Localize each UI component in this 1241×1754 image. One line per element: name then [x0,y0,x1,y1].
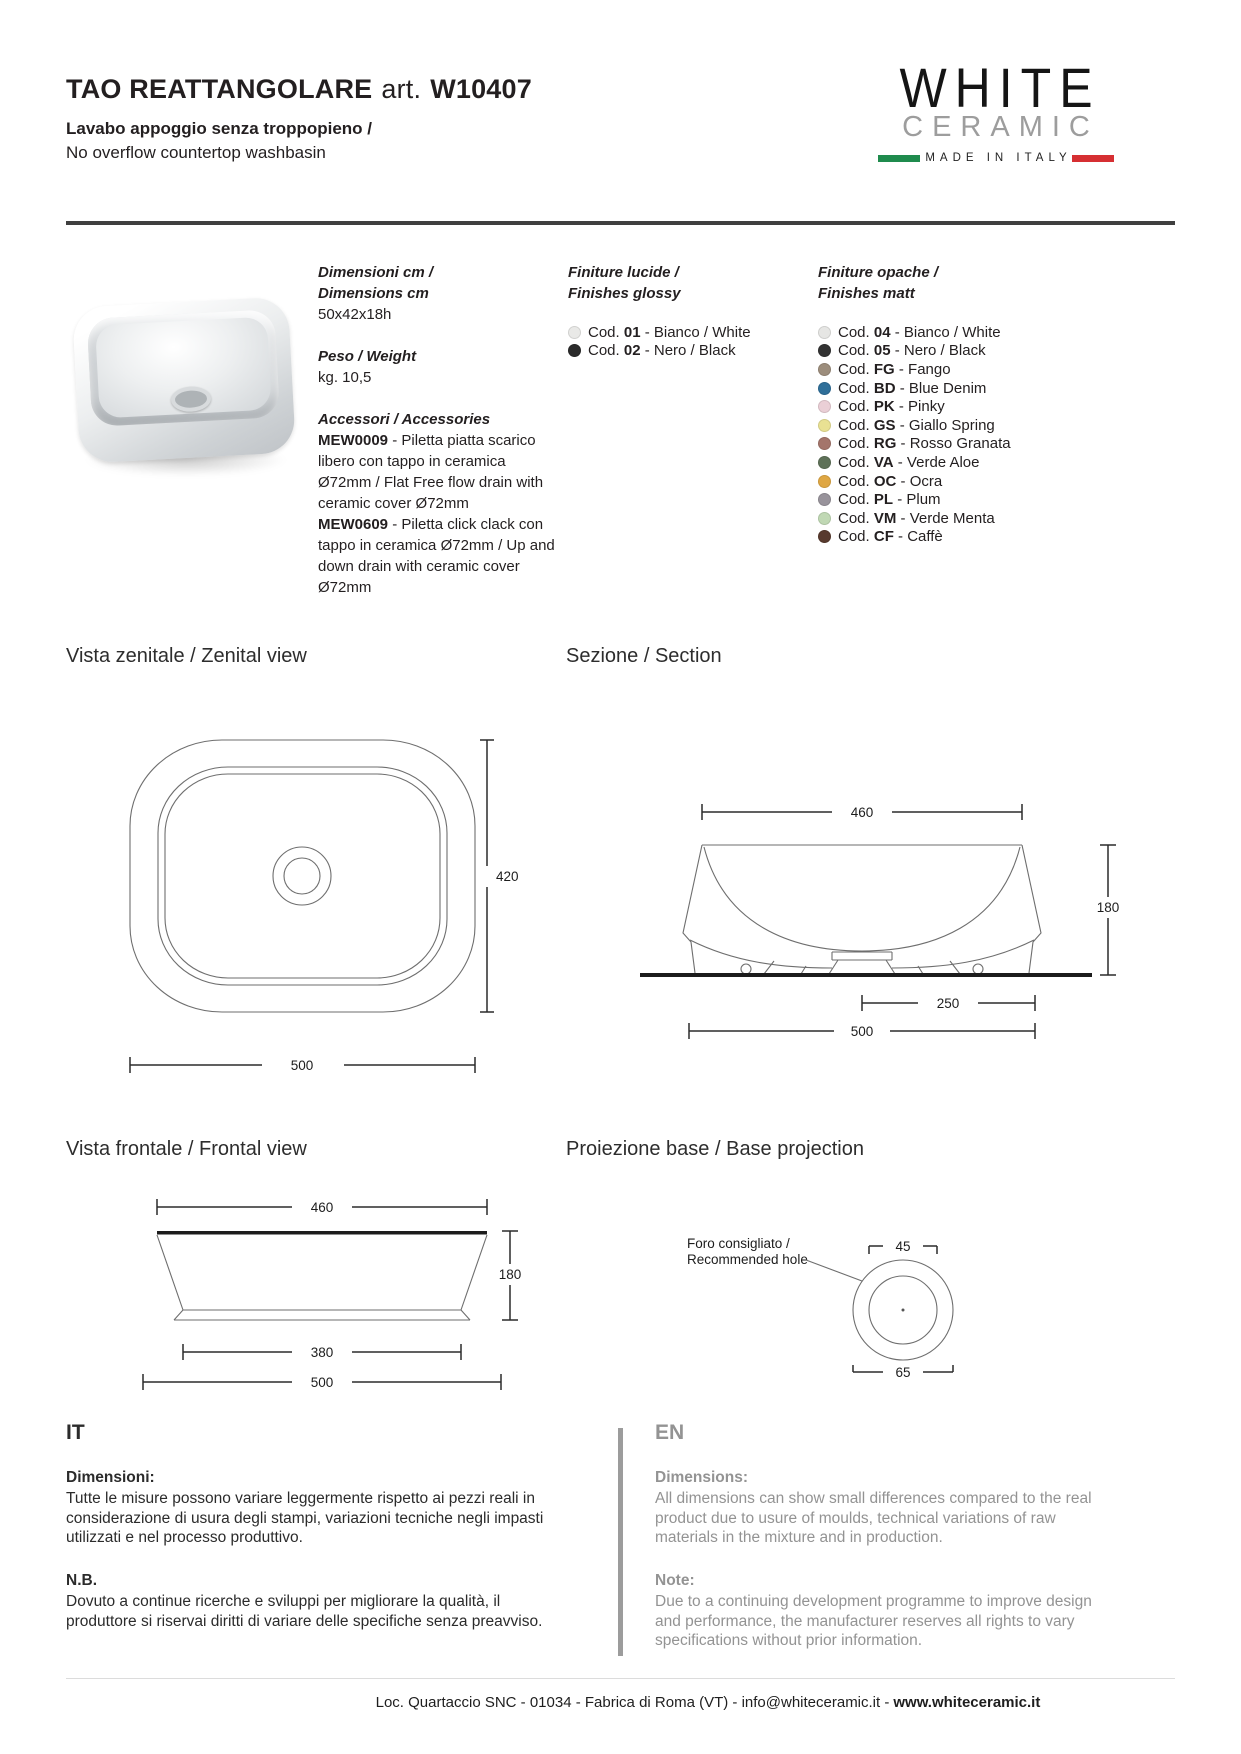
finishes-glossy-list [568,323,810,360]
section-view-title: Sezione / Section [566,645,722,667]
hole-leader-line [806,1260,862,1281]
section-drain-flange [832,952,892,960]
hole-label-en: Recommended hole [687,1252,808,1267]
finish-label: Cod. PL - Plum [838,491,941,509]
frontal-height-dim-label: 180 [498,1267,522,1282]
finish-label: Cod. 04 - Bianco / White [838,323,1001,341]
made-in-italy [878,152,1114,164]
lang-heading-en: EN [655,1421,685,1444]
zenital-view-drawing [66,720,586,1080]
accessory-text: - Piletta click clack con tappo in ceramica Ø72mm / Up and down drain with ceramic cover Ø72mm [318,516,555,596]
section-support-ribs [764,961,960,974]
product-name: TAO REATTANGOLARE [66,74,373,104]
zenital-height-dim-line [480,740,494,1012]
it-dimensions-title: Dimensioni: [66,1468,155,1486]
accessory-item [318,430,556,514]
product-photo [68,292,306,492]
it-nb-title: N.B. [66,1571,97,1589]
article-code: W10407 [430,74,532,104]
en-note-text: Due to a continuing development programme to improve design and performance, the manufacturer reserves all rights to vary specifications without prior information. [655,1593,1092,1649]
logo-word-white: WHITE [899,56,1101,120]
frontal-width-dim-label: 500 [310,1375,334,1390]
section-half-dim-label: 250 [936,996,960,1011]
finishes-matt-title-it: Finiture opache / [818,264,939,281]
dimensions-value: 50x42x18h [318,306,392,323]
zenital-outer-outline [130,740,475,1012]
finish-row-PK [818,397,1128,416]
section-right-foot [973,964,983,974]
finish-label: Cod. PK - Pinky [838,398,945,416]
page-title [66,74,532,105]
finish-color-dot [818,419,831,432]
finish-row-01 [568,323,810,342]
finish-label: Cod. RG - Rosso Granata [838,435,1011,453]
frontal-view-title: Vista frontale / Frontal view [66,1138,307,1160]
basin-body [72,296,296,463]
section-height-dim-label: 180 [1096,900,1120,915]
section-right-wall [1022,845,1041,973]
weight-value: kg. 10,5 [318,369,372,386]
accessory-text: - Piletta piatta scarico libero con tappo in ceramica Ø72mm / Flat Free flow drain with ceramic cover Ø72mm [318,432,544,512]
zenital-width-dim-label: 500 [290,1058,314,1073]
finishes-matt-list [818,323,1128,546]
subtitle-english: No overflow countertop washbasin [66,143,326,162]
finish-color-dot [818,493,831,506]
finish-row-VM [818,509,1128,528]
frontal-top-edge [157,1231,487,1235]
finish-row-05 [818,342,1128,361]
frontal-base-lines [174,1310,470,1320]
italy-red-bar [1072,155,1114,162]
finish-row-OC [818,472,1128,491]
made-in-italy-text: MADE IN ITALY [925,152,1072,164]
finish-color-dot [818,326,831,339]
base-projection-drawing [600,1180,1060,1410]
finish-color-dot [818,475,831,488]
finishes-matt-column [818,262,1128,546]
frontal-view-drawing [66,1180,606,1410]
frontal-bottom-dim-label: 380 [310,1345,334,1360]
finish-label: Cod. VM - Verde Menta [838,509,995,527]
zenital-view-title: Vista zenitale / Zenital view [66,645,307,667]
en-note-title: Note: [655,1571,695,1589]
header-divider-rule [66,221,1175,225]
finish-row-VA [818,453,1128,472]
section-top-dim-label: 460 [850,805,874,820]
footer-rule [66,1678,1175,1679]
finish-row-RG [818,435,1128,454]
it-dimensions-text: Tutte le misure possono variare leggermente rispetto ai pezzi reali in considerazione di usura degli stampi, variazioni tecniche negli impasti utilizzati e nel processo produttivo. [66,1490,544,1546]
finish-color-dot [818,530,831,543]
zenital-drain-inner [284,858,320,894]
finishes-glossy-title [568,262,810,304]
footer-address [175,1694,1241,1711]
finish-color-dot [818,456,831,469]
finish-row-04 [818,323,1128,342]
finish-label: Cod. 05 - Nero / Black [838,342,986,360]
base-projection-title: Proiezione base / Base projection [566,1138,864,1160]
base-center-dot [902,1309,905,1312]
section-left-wall [683,845,702,973]
basin-drain [170,386,211,413]
logo-word-ceramic: CERAMIC [902,111,1099,143]
accessories-label: Accessori / Accessories [318,411,491,428]
finish-label: Cod. 02 - Nero / Black [588,342,736,360]
it-nb-text: Dovuto a continue ricerche e sviluppi per migliorare la qualità, il produttore si riservai diritti di variare delle specifiche senza preavviso. [66,1593,543,1630]
dimensions-label-it: Dimensioni cm / [318,264,434,281]
accessory-code: MEW0609 [318,516,389,533]
finish-label: Cod. OC - Ocra [838,472,943,490]
en-dimensions-text: All dimensions can show small differences compared to the real product due to usure of moulds, technical variations of raw materials in the mixture and in production. [655,1490,1092,1546]
hole-label-it: Foro consigliato / [687,1236,790,1251]
finishes-glossy-column [568,262,810,360]
footer-text: Loc. Quartaccio SNC - 01034 - Fabrica di Roma (VT) - info@whiteceramic.it - [375,1694,890,1711]
accessory-item [318,514,556,598]
finish-row-CF [818,528,1128,547]
finishes-matt-title [818,262,1128,304]
weight-label: Peso / Weight [318,348,417,365]
subtitle-italian: Lavabo appoggio senza troppopieno / [66,119,373,138]
finish-label: Cod. 01 - Bianco / White [588,323,751,341]
finish-color-dot [818,400,831,413]
basin-bowl [95,317,272,419]
zenital-inner-bowl [165,774,440,978]
finishes-glossy-title-it: Finiture lucide / [568,264,679,281]
finish-row-BD [818,379,1128,398]
frontal-top-dim-label: 460 [310,1200,334,1215]
section-left-foot [741,964,751,974]
footer-website: www.whiteceramic.it [893,1694,1041,1711]
hole-outer-dim-label: 65 [895,1365,911,1380]
finish-label: Cod. BD - Blue Denim [838,379,987,397]
finish-color-dot [818,363,831,376]
section-bowl-curve [704,847,1020,951]
finish-color-dot [818,344,831,357]
zenital-drain-outer [273,847,331,905]
notes-vertical-divider [618,1428,623,1656]
finish-row-FG [818,360,1128,379]
section-view-drawing [566,690,1166,1050]
finish-color-dot [568,344,581,357]
article-word: art. [381,74,422,104]
en-dimensions-title: Dimensions: [655,1468,749,1486]
frontal-side-walls [157,1235,487,1310]
finishes-glossy-title-en: Finishes glossy [568,285,681,302]
finish-label: Cod. CF - Caffè [838,528,943,546]
finish-row-02 [568,342,810,361]
finish-label: Cod. FG - Fango [838,360,951,378]
section-drain-legs [829,960,895,974]
section-countertop-line [640,973,1092,977]
notes-english [655,1423,1105,1651]
finish-label: Cod. VA - Verde Aloe [838,453,980,471]
finish-label: Cod. GS - Giallo Spring [838,416,995,434]
hole-inner-dim-label: 45 [895,1239,911,1254]
notes-italian [66,1423,558,1631]
accessory-code: MEW0009 [318,432,389,449]
finish-row-GS [818,416,1128,435]
finish-color-dot [818,437,831,450]
finish-color-dot [568,326,581,339]
italy-green-bar [878,155,920,162]
finishes-matt-title-en: Finishes matt [818,285,915,302]
finish-color-dot [818,512,831,525]
brand-logo [878,56,1114,164]
basin-rim [87,309,280,427]
zenital-inner-rim [158,767,447,985]
section-width-dim-label: 500 [850,1024,874,1039]
section-underside-curve [690,940,1034,968]
zenital-height-dim-label: 420 [496,869,519,884]
lang-heading-it: IT [66,1421,85,1444]
dimensions-label-en: Dimensions cm [318,285,429,302]
finish-row-PL [818,490,1128,509]
spec-column [318,262,556,598]
finish-color-dot [818,382,831,395]
